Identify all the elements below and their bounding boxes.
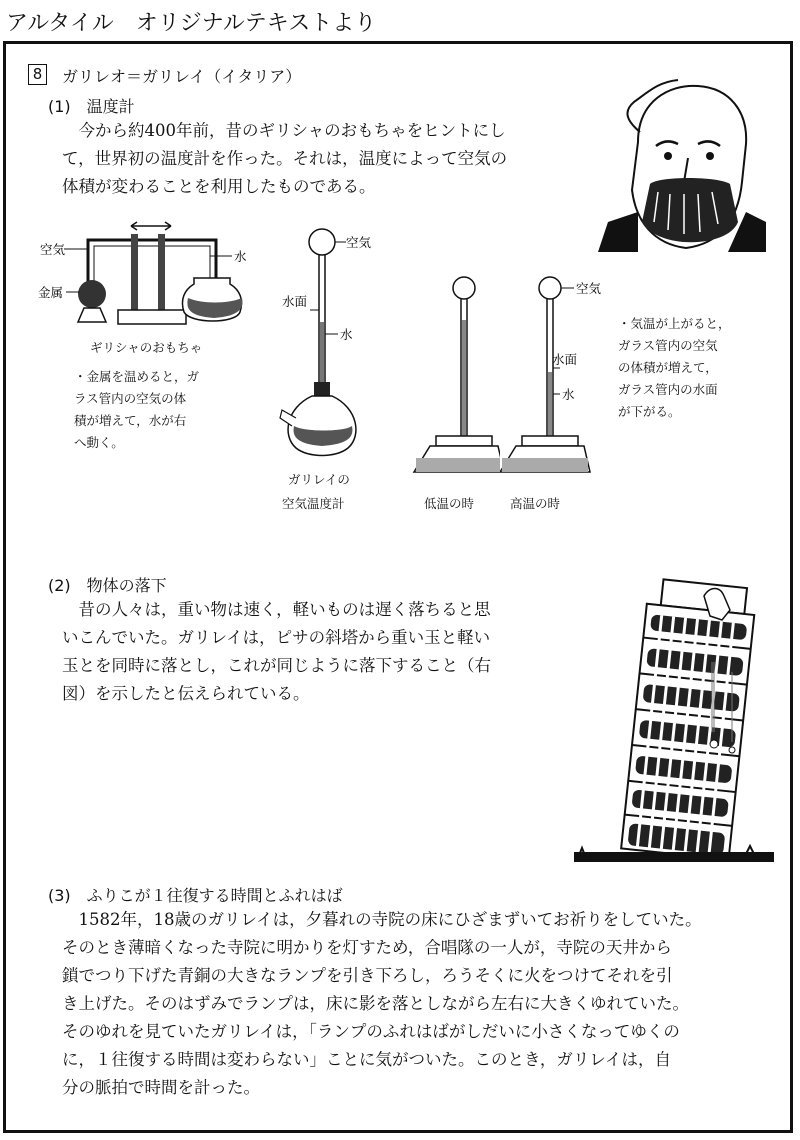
sub3-line: に，１往復する時間は変わらない」ことに気がついた。このとき，ガリレイは，自 xyxy=(62,1050,672,1069)
sub2-line: 玉とを同時に落とし，これが同じように落下すること（右 xyxy=(62,656,491,675)
high-surface-label: 水面 xyxy=(552,352,578,367)
sub2-line: 図）を示したと伝えられている。 xyxy=(62,684,310,703)
toy-note-line: 積が増えて，水が右 xyxy=(74,413,187,428)
sub3-line: 鎖でつり下げた青銅の大きなランプを引き下ろし，ろうそくに火をつけてそれを引 xyxy=(62,966,673,985)
right-note-line: が下がる。 xyxy=(618,404,681,419)
greek-toy-diagram xyxy=(36,218,266,338)
sub3-text xyxy=(62,906,778,1102)
section-title: ガリレオ＝ガリレイ（イタリア） xyxy=(62,67,302,86)
galileo-water-label: 水 xyxy=(340,327,353,342)
right-note xyxy=(618,313,778,423)
low-temp-caption: 低温の時 xyxy=(424,496,475,511)
page-header: アルタイル オリジナルテキストより xyxy=(6,11,377,36)
toy-note-line: へ動く。 xyxy=(74,435,124,450)
right-note-line: ・気温が上がると， xyxy=(618,316,731,331)
sub1-line: 今から約400年前，昔のギリシャのおもちゃをヒントにし xyxy=(62,121,506,140)
sub3-line: き上げた。そのはずみでランプは，床に影を落としながら左右に大きくゆれていた。 xyxy=(62,994,689,1013)
sub3-line: そのとき薄暗くなった寺院に明かりを灯すため，合唱隊の一人が，寺院の天井から xyxy=(62,938,672,957)
high-temp-caption: 高温の時 xyxy=(510,496,561,511)
high-air-label: 空気 xyxy=(576,281,602,296)
sub3-line: 分の脈拍で時間を計った。 xyxy=(62,1078,260,1097)
sub3-line: 1582年，18歳のガリレイは，夕暮れの寺院の床にひざまずいてお祈りをしていた。 xyxy=(62,910,702,929)
sub3-line: そのゆれを見ていたガリレイは，「ランプのふれはばがしだいに小さくなってゆくの xyxy=(62,1022,680,1041)
sub2-line: 昔の人々は，重い物は速く，軽いものは遅く落ちると思 xyxy=(62,600,491,619)
galileo-caption-2: 空気温度計 xyxy=(282,496,345,511)
galileo-thermometer-diagram xyxy=(270,222,390,462)
sub1-line: 体積が変わることを利用したものである。 xyxy=(62,177,376,196)
sub1-line: て，世界初の温度計を作った。それは，温度によって空気の xyxy=(62,149,508,168)
toy-water-label: 水 xyxy=(234,249,247,264)
toy-caption: ギリシャのおもちゃ xyxy=(90,340,203,355)
toy-air-label: 空気 xyxy=(40,242,66,257)
right-note-line: ガラス管内の水面 xyxy=(618,382,718,397)
right-note-line: の体積が増えて， xyxy=(618,360,718,375)
sub3-heading: (3) ふりこが１往復する時間とふれはば xyxy=(48,886,343,905)
sub2-line: いこんでいた。ガリレイは，ピサの斜塔から重い玉と軽い xyxy=(62,628,491,647)
sub1-text xyxy=(62,117,602,201)
low-temp-diagram xyxy=(410,272,500,494)
leaning-tower-illustration xyxy=(574,562,774,880)
galileo-portrait xyxy=(598,72,766,252)
sub2-heading: (2) 物体の落下 xyxy=(48,576,167,595)
galileo-air-label: 空気 xyxy=(346,235,372,250)
toy-metal-label: 金属 xyxy=(38,285,64,300)
right-note-line: ガラス管内の空気 xyxy=(618,338,718,353)
high-temp-diagram xyxy=(500,272,630,494)
sub2-text xyxy=(62,596,582,708)
toy-note-line: ・金属を温めると，ガ xyxy=(74,369,200,384)
toy-note xyxy=(74,366,254,454)
toy-note-line: ラス管内の空気の体 xyxy=(74,391,187,406)
section-number: 8 xyxy=(28,64,47,85)
galileo-surface-label: 水面 xyxy=(282,294,308,309)
galileo-caption-1: ガリレイの xyxy=(288,472,350,487)
sub1-heading: (1) 温度計 xyxy=(48,97,135,116)
high-water-label: 水 xyxy=(562,387,575,402)
